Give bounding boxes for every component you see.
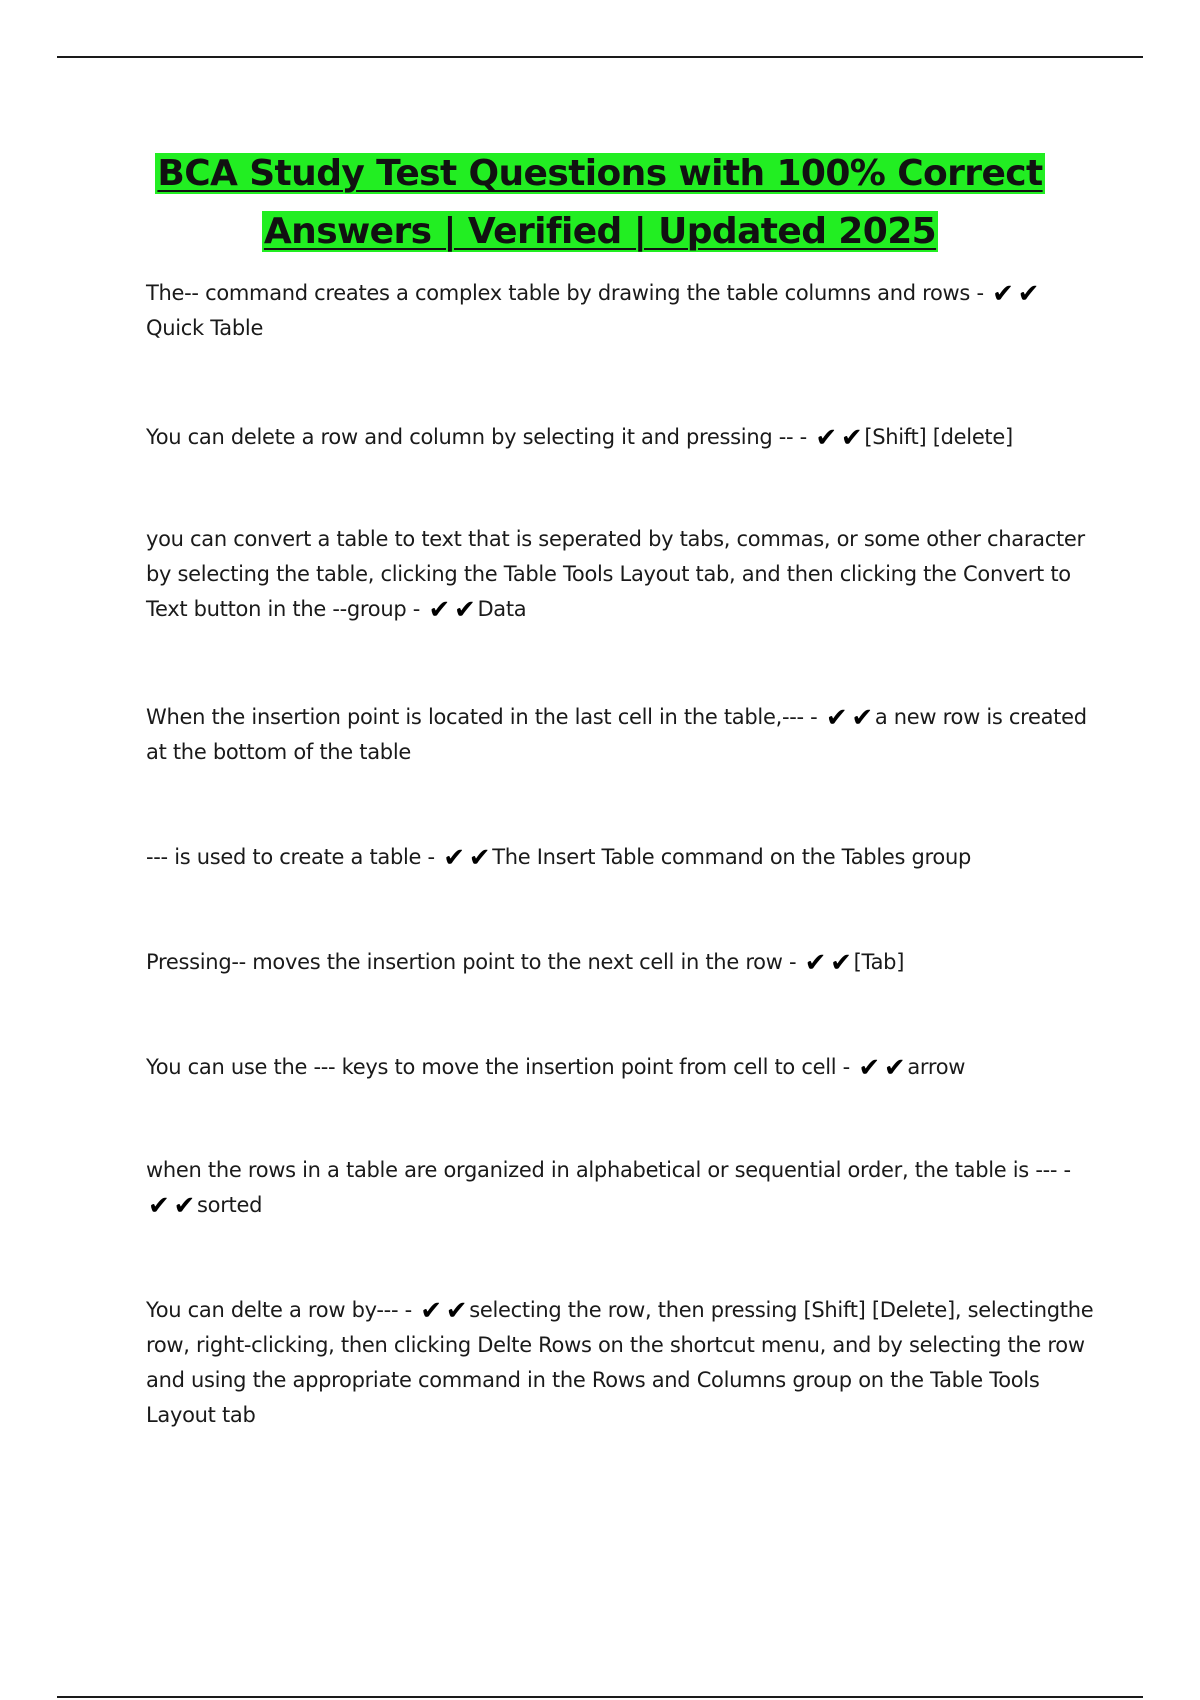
document-title-line-2: Answers | Verified | Updated 2025 — [263, 211, 937, 252]
check-icon: ✔ — [851, 703, 873, 733]
header-rule — [57, 56, 1143, 58]
question-text: when the rows in a table are organized in alphabetical or sequential order, the table is --- - — [146, 1158, 1071, 1182]
check-icon: ✔ — [883, 1053, 906, 1083]
answer-text: [Shift] [delete] — [864, 425, 1013, 449]
check-icon: ✔ — [420, 1296, 442, 1326]
check-icon: ✔ — [148, 1191, 170, 1221]
answer-text: Data — [477, 597, 527, 621]
answer-text: Quick Table — [146, 316, 264, 340]
check-icon: ✔ — [428, 595, 450, 625]
question-text: --- is used to create a table - — [146, 845, 435, 869]
question-text: When the insertion point is located in the last cell in the table,--- - — [146, 705, 818, 729]
answer-text: arrow — [907, 1055, 966, 1079]
question-text: you can convert a table to text that is seperated by tabs, commas, or some other character by selecting the table, clicking the Table Tools Layout tab, and then clicking the Convert to Text button in the --group - — [146, 527, 1085, 621]
check-icon: ✔ — [443, 843, 465, 873]
qa-item-3 — [146, 522, 1096, 627]
check-icon: ✔ — [804, 948, 827, 978]
qa-item-1 — [146, 276, 1096, 346]
qa-item-6 — [146, 945, 1096, 980]
check-icon: ✔ — [825, 703, 848, 733]
question-text: The-- command creates a complex table by drawing the table columns and rows - — [146, 281, 984, 305]
check-icon: ✔ — [830, 948, 852, 978]
question-text: You can use the --- keys to move the insertion point from cell to cell - — [146, 1055, 850, 1079]
check-icon: ✔ — [1017, 279, 1040, 309]
qa-item-4 — [146, 700, 1096, 770]
qa-item-9 — [146, 1293, 1096, 1433]
document-title-line-1: BCA Study Test Questions with 100% Correct — [157, 153, 1043, 194]
check-icon: ✔ — [445, 1296, 468, 1326]
qa-item-8 — [146, 1153, 1096, 1223]
check-icon: ✔ — [453, 595, 476, 625]
question-text: Pressing-- moves the insertion point to the next cell in the row - — [146, 950, 797, 974]
check-icon: ✔ — [840, 423, 863, 453]
answer-text: selecting the row, then pressing [Shift] [Delete], selectingthe row, right-clicking, then clicking Delte Rows on the shortcut menu, and by selecting the row and using the appropriate command in the Rows and Columns group on the Table Tools Layout tab — [146, 1298, 1094, 1427]
document-title — [0, 145, 1200, 261]
answer-text: The Insert Table command on the Tables group — [492, 845, 971, 869]
qa-item-2 — [146, 420, 1096, 455]
question-text: You can delte a row by--- - — [146, 1298, 412, 1322]
answer-text: [Tab] — [853, 950, 905, 974]
question-text: You can delete a row and column by selecting it and pressing -- - — [146, 425, 807, 449]
check-icon: ✔ — [992, 279, 1014, 309]
qa-item-7 — [146, 1050, 1096, 1085]
check-icon: ✔ — [173, 1191, 195, 1221]
footer-rule — [57, 1696, 1143, 1698]
check-icon: ✔ — [468, 843, 491, 873]
answer-text: sorted — [197, 1193, 263, 1217]
qa-item-5 — [146, 840, 1096, 875]
check-icon: ✔ — [815, 423, 837, 453]
answer-text: a new row is created at the bottom of the table — [146, 705, 1087, 764]
check-icon: ✔ — [858, 1053, 880, 1083]
